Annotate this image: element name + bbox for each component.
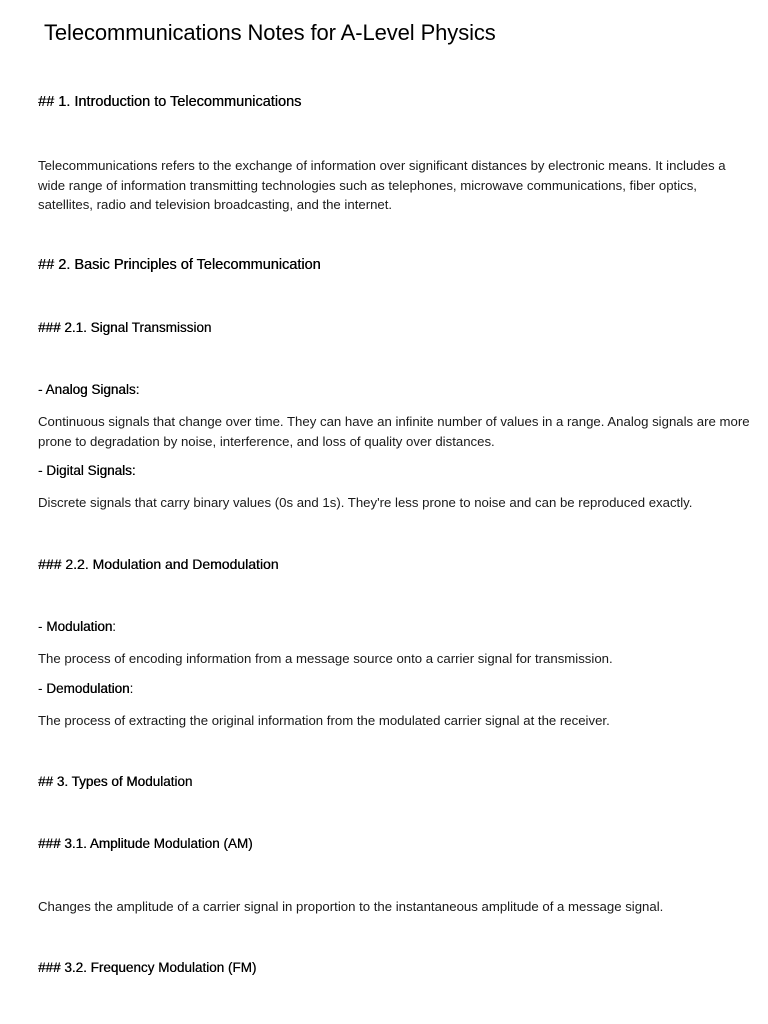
analog-signals-label [38,382,139,397]
demodulation-label-dash: - [38,681,47,696]
demodulation-label [38,681,133,696]
digital-signals-label [38,463,136,478]
introduction-paragraph: Telecommunications refers to the exchange of information over significant distances by electronic means. It includes a wide range of information transmitting technologies such as telephones, microwave communications, fiber optics, satellites, radio and television broadcasting, and the internet. [38,158,726,212]
amplitude-modulation-paragraph: Changes the amplitude of a carrier signal in proportion to the instantaneous amplitude of a message signal. [38,899,664,914]
digital-signals-label-text: - Digital Signals: [38,463,136,478]
subsection-heading-signal-transmission: ### 2.1. Signal Transmission [38,320,212,335]
modulation-label [38,619,116,634]
subsection-heading-frequency-modulation: ### 3.2. Frequency Modulation (FM) [38,960,257,975]
modulation-paragraph: The process of encoding information from a message source onto a carrier signal for transmission. [38,651,613,666]
demodulation-label-colon: : [129,681,134,696]
analog-signals-label-text: - Analog Signals: [38,382,140,397]
modulation-label-dash: - [38,619,47,634]
section-heading-types-of-modulation: ## 3. Types of Modulation [38,774,193,789]
digital-signals-paragraph: Discrete signals that carry binary values (0s and 1s). They're less prone to noise and can be reproduced exactly. [38,495,693,510]
subsection-heading-amplitude-modulation: ### 3.1. Amplitude Modulation (AM) [38,836,253,851]
demodulation-label-text: Demodulation [46,681,130,696]
section-heading-introduction: ## 1. Introduction to Telecommunications [38,94,302,110]
section-heading-basic-principles: ## 2. Basic Principles of Telecommunication [38,257,321,273]
subsection-heading-modulation-demodulation: ### 2.2. Modulation and Demodulation [38,556,279,572]
demodulation-paragraph: The process of extracting the original information from the modulated carrier signal at the receiver. [38,713,610,728]
modulation-label-text: Modulation [46,619,113,634]
document-title: Telecommunications Notes for A-Level Physics [44,20,496,45]
modulation-label-colon: : [112,619,117,634]
analog-signals-paragraph: Continuous signals that change over time. They can have an infinite number of values in a range. Analog signals are more prone to degradation by noise, interference, and loss of quality over distances. [38,414,750,449]
